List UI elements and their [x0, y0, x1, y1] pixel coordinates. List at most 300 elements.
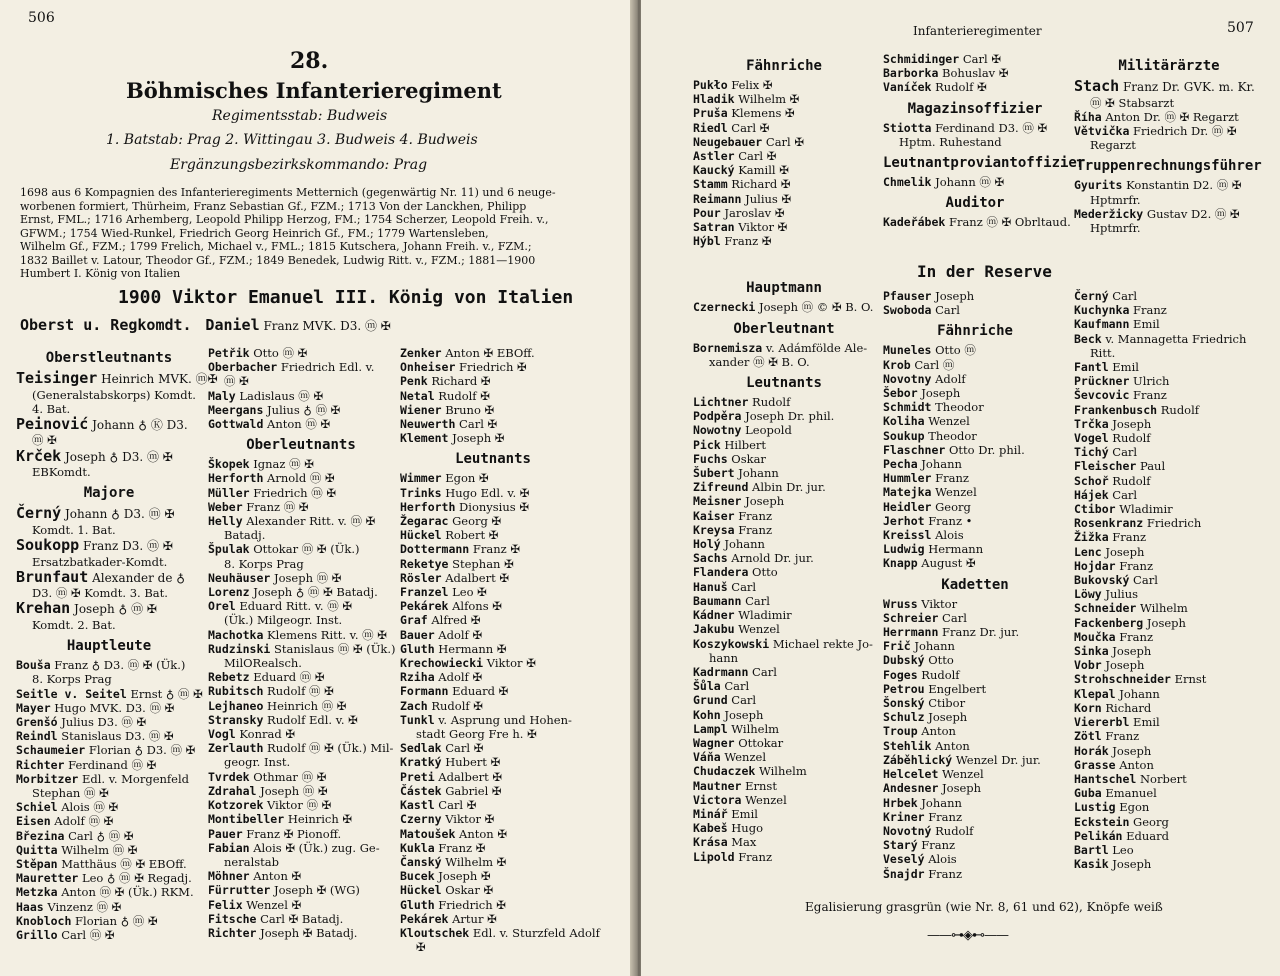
entry-surname: Mauretter: [16, 871, 79, 886]
entry-details: Joseph: [942, 781, 982, 796]
entry-surname: Swoboda: [883, 303, 932, 318]
entry-details: Carl: [935, 303, 960, 318]
entry-surname: Říha: [1074, 109, 1102, 124]
roster-entry: [208, 926, 394, 940]
roster-entry: [693, 234, 875, 248]
entry-surname: Zerlauth: [208, 741, 264, 756]
entry-details: Joseph: [1105, 658, 1145, 673]
roster-entry: [16, 416, 202, 434]
roster-entry: [400, 798, 586, 812]
entry-details: Franz: [928, 809, 963, 824]
entry-surname: Fuchs: [693, 451, 728, 466]
entry-details: Gabriel ✠: [445, 783, 502, 798]
entry-details: Alfons ✠: [452, 599, 502, 614]
roster-entry: [693, 580, 875, 594]
entry-details: Richard: [1105, 700, 1152, 715]
entry-surname: Březina: [16, 828, 65, 843]
entry-surname: Schmidt: [883, 400, 932, 415]
roster-entry: [400, 656, 586, 670]
entry-details: Stanislaus ⓜ ✠ (Ük.): [273, 641, 396, 656]
roster-entry: [883, 485, 1067, 499]
roster-entry: [1074, 374, 1264, 388]
roster-entry: [208, 528, 394, 542]
entry-details: Franz: [738, 849, 773, 864]
roster-entry: [1074, 658, 1264, 672]
entry-surname: Stamm: [693, 177, 728, 192]
entry-surname: Netal: [400, 388, 435, 403]
entry-details: Konrad ✠: [239, 727, 295, 742]
entry-surname: Lejhaneo: [208, 698, 264, 713]
entry-details: Franz: [1119, 629, 1154, 644]
entry-continuation: xander ⓜ ✠ B. O.: [709, 354, 810, 369]
entry-continuation: Regarzt: [1090, 138, 1136, 153]
roster-entry: [693, 78, 875, 92]
entry-details: Emil: [1112, 360, 1139, 375]
entry-details: Konstantin D2. ⓜ ✠: [1126, 178, 1242, 193]
entry-surname: Weber: [208, 499, 243, 514]
roster-entry: [693, 608, 875, 622]
entry-surname: Stransky: [208, 712, 264, 727]
roster-entry: [16, 914, 202, 928]
roster-entry: [16, 388, 202, 402]
entry-details: Wenzel: [942, 767, 984, 782]
entry-details: v. Asprung und Hohen-: [438, 712, 572, 727]
oberst-label: Oberst u. Regkomdt.: [20, 316, 192, 334]
entry-details: Carl ♁ ⓜ ✠: [68, 828, 134, 843]
entry-details: Wenzel: [738, 622, 780, 637]
entry-details: Carl: [731, 579, 757, 594]
entry-surname: Krček: [16, 446, 62, 465]
ergaenzung-line: Ergänzungsbezirkskommando: Prag: [170, 157, 428, 173]
roster-entry: [208, 542, 394, 556]
entry-details: Carl ⓜ: [914, 357, 955, 372]
entry-surname: Montibeller: [208, 812, 285, 827]
roster-entry: [693, 835, 875, 849]
roster-entry: [16, 586, 202, 600]
roster-entry: [883, 52, 1067, 66]
entry-details: Hugo MVK. D3. ⓜ ✠: [54, 700, 175, 715]
entry-surname: Stach: [1074, 77, 1120, 95]
entry-surname: Tichý: [1074, 445, 1109, 460]
roster-entry: [693, 665, 875, 679]
entry-details: Georg: [1133, 814, 1169, 829]
entry-surname: Bauer: [400, 627, 435, 642]
roster-entry: [693, 135, 875, 149]
entry-surname: Stehlik: [883, 738, 932, 753]
entry-surname: Seitle v. Seitel: [16, 686, 127, 701]
roster-entry: [693, 537, 875, 551]
entry-details: Franz: [738, 508, 773, 523]
roster-entry: [1074, 573, 1264, 587]
roster-entry: [1074, 630, 1264, 644]
roster-entry: [400, 585, 586, 599]
roster-entry: [1074, 601, 1264, 615]
entry-details: Egon: [1119, 800, 1150, 815]
entry-surname: Knapp: [883, 556, 918, 571]
roster-entry: [1074, 193, 1264, 207]
entry-details: Otto Dr. phil.: [948, 442, 1025, 457]
roster-entry: [400, 713, 586, 727]
roster-entry: [1074, 417, 1264, 431]
roster-entry: [400, 684, 586, 698]
entry-details: Carl: [1112, 487, 1138, 502]
entry-details: Emil: [1133, 715, 1160, 730]
ornament-rule: ——⊶◈⊷——: [927, 928, 1008, 943]
entry-details: Eduard ⓜ ✠: [253, 670, 325, 685]
roster-entry: [883, 781, 1067, 795]
entry-details: Eduard ✠: [452, 684, 509, 699]
batstab-line: 1. Batstab: Prag 2. Wittingau 3. Budweis 4. Budweis: [106, 132, 478, 148]
entry-surname: Kabeš: [693, 821, 728, 836]
roster-entry: [693, 206, 875, 220]
entry-details: Rudolf Edl. v. ✠: [267, 712, 358, 727]
roster-entry: [400, 841, 586, 855]
entry-surname: Grillo: [16, 927, 58, 942]
entry-surname: Grasse: [1074, 757, 1116, 772]
roster-entry: [16, 569, 202, 587]
entry-surname: Černý: [1074, 289, 1109, 303]
entry-surname: Kadrmann: [693, 664, 749, 679]
entry-surname: Tvrdek: [208, 769, 250, 784]
roster-entry: [693, 423, 875, 437]
entry-surname: Kadeřábek: [883, 215, 946, 230]
roster-entry: [16, 814, 202, 828]
entry-surname: Krob: [883, 357, 911, 372]
entry-surname: Frankenbusch: [1074, 402, 1158, 417]
entry-details: Hermann: [928, 542, 984, 557]
entry-continuation: 8. Korps Prag: [224, 556, 304, 571]
roster-entry: [208, 755, 394, 769]
entry-details: Rudolf: [1112, 431, 1151, 446]
entry-surname: Preti: [400, 769, 435, 784]
roster-entry: [16, 857, 202, 871]
entry-details: Joseph: [1112, 857, 1152, 872]
entry-surname: Horák: [1074, 743, 1109, 758]
roster-entry: [693, 106, 875, 120]
entry-details: Othmar ⓜ ✠: [253, 769, 327, 784]
entry-surname: Reindl: [16, 729, 58, 744]
entry-surname: Knobloch: [16, 913, 72, 928]
entry-details: Johann: [921, 795, 962, 810]
roster-entry: [208, 898, 394, 912]
entry-details: Rudolf: [921, 667, 960, 682]
roster-entry: [1074, 701, 1264, 715]
entry-surname: Kratký: [400, 755, 442, 770]
regiment-number: 28.: [290, 48, 329, 74]
roster-entry: [883, 796, 1067, 810]
entry-surname: Lichtner: [693, 395, 749, 410]
entry-surname: Rubitsch: [208, 684, 264, 699]
roster-entry: [1074, 758, 1264, 772]
entry-details: Viktor ✠: [738, 220, 788, 235]
roster-entry: [16, 402, 202, 416]
entry-details: Johann: [921, 457, 962, 472]
entry-surname: Škopek: [208, 457, 250, 472]
entry-details: Ulrich: [1133, 374, 1170, 389]
entry-details: August ✠: [921, 556, 976, 571]
roster-entry: [1074, 360, 1264, 374]
entry-details: Kamill ✠: [738, 163, 789, 178]
roster-entry: [1074, 644, 1264, 658]
entry-surname: Bornemisza: [693, 340, 763, 355]
roster-entry: [400, 360, 586, 374]
roster-entry: [693, 821, 875, 835]
roster-entry: [16, 928, 202, 942]
entry-details: Alexander de ♁: [92, 570, 186, 585]
roster-entry: [1074, 545, 1264, 559]
roster-entry: [400, 741, 586, 755]
entry-continuation: ⓜ ✠ Stabsarzt: [1090, 95, 1175, 110]
roster-entry: [1074, 587, 1264, 601]
entry-surname: Šůla: [693, 679, 721, 694]
entry-surname: Kaucký: [693, 163, 735, 178]
entry-details: Egon ✠: [445, 471, 489, 486]
entry-surname: Brunfaut: [16, 567, 89, 586]
roster-entry: [883, 710, 1067, 724]
rank-heading: Kadetten: [941, 576, 1009, 593]
roster-entry: [693, 807, 875, 821]
entry-surname: Hojdar: [1074, 558, 1116, 573]
entry-details: Anton ⓜ ✠ (Ük.) RKM.: [61, 885, 194, 900]
entry-surname: Helcelet: [883, 767, 939, 782]
entry-details: Heinrich MVK. ⓜ✠: [101, 372, 218, 386]
entry-surname: Prückner: [1074, 374, 1130, 389]
entry-details: Friedrich Edl. v.: [280, 360, 375, 375]
entry-surname: Lorenz: [208, 585, 250, 600]
entry-details: Anton ✠: [253, 869, 302, 884]
entry-surname: Hückel: [400, 528, 442, 543]
entry-details: Rudolf ✠: [438, 388, 490, 403]
roster-entry: [1074, 715, 1264, 729]
roster-entry: [1074, 388, 1264, 402]
roster-entry: [693, 693, 875, 707]
entry-details: Joseph ⓜ ✠: [260, 783, 328, 798]
roster-entry: [693, 736, 875, 750]
roster-entry: [208, 912, 394, 926]
roster-entry: [693, 523, 875, 537]
entry-details: Franz: [1119, 558, 1154, 573]
roster-entry: [400, 912, 586, 926]
entry-details: Stanislaus D3. ⓜ ✠: [61, 729, 174, 744]
entry-surname: Barborka: [883, 66, 939, 81]
roster-entry: [208, 727, 394, 741]
rank-heading: Magazinsoffizier: [907, 100, 1043, 117]
roster-entry: [400, 855, 586, 869]
entry-surname: Meergans: [208, 402, 264, 417]
entry-details: Rudolf ✠: [431, 698, 483, 713]
entry-details: Carl: [752, 664, 777, 679]
roster-entry: [883, 66, 1067, 80]
entry-details: Carl ✠ Batadj.: [260, 911, 344, 926]
rank-heading: Leutnants: [746, 375, 822, 392]
rank-heading: Oberstleutnants: [45, 350, 173, 366]
entry-details: Alois ⓜ ✠: [61, 800, 119, 815]
roster-entry: [1074, 474, 1264, 488]
entry-surname: Stěpan: [16, 856, 58, 871]
entry-details: Florian ♁ ⓜ ✠: [75, 913, 158, 928]
entry-surname: Strohschneider: [1074, 672, 1171, 687]
roster-entry: [400, 642, 586, 656]
entry-details: Wenzel: [928, 414, 970, 429]
section-gap: [693, 248, 875, 274]
entry-details: Emil: [1133, 317, 1160, 332]
entry-surname: Klepal: [1074, 686, 1116, 701]
entry-details: Viktor ⓜ ✠: [267, 798, 332, 813]
rank-heading: Leutnantproviantoffizier: [883, 155, 1086, 172]
roster-entry: [400, 898, 586, 912]
entry-details: Franz Dr. GVK. m. Kr.: [1122, 80, 1255, 94]
entry-surname: Kloutschek: [400, 925, 470, 940]
entry-surname: Chudaczek: [693, 764, 756, 779]
entry-details: Joseph: [1112, 743, 1152, 758]
roster-entry: [208, 571, 394, 585]
entry-surname: Koliha: [883, 414, 925, 429]
roster-entry: [16, 672, 202, 686]
entry-surname: Hantschel: [1074, 771, 1137, 786]
entry-details: Friedrich ⓜ ✠: [253, 485, 336, 500]
entry-continuation: ⓜ ✠: [32, 433, 57, 448]
entry-surname: Starý: [883, 838, 918, 853]
roster-entry: [883, 810, 1067, 824]
roster-entry: [16, 465, 202, 479]
roster-entry: [400, 514, 586, 528]
entry-surname: Žegarac: [400, 514, 449, 529]
roster-entry: [693, 722, 875, 736]
entry-surname: Heidler: [883, 499, 932, 514]
entry-details: Georg ✠: [452, 514, 502, 529]
roster-entry: [400, 346, 586, 360]
entry-details: Alexander Ritt. v. ⓜ ✠: [246, 514, 376, 529]
entry-details: Franz: [1133, 388, 1167, 403]
entry-details: Vinzenz ⓜ ✠: [47, 899, 122, 914]
roster-entry: [16, 885, 202, 899]
entry-surname: Vogl: [208, 727, 236, 742]
entry-surname: Andesner: [883, 781, 939, 796]
rank-heading: Auditor: [945, 195, 1005, 212]
roster-entry: [883, 682, 1067, 696]
entry-surname: Soukopp: [16, 536, 80, 555]
entry-surname: Koszykowski: [693, 636, 770, 651]
roster-entry: [883, 597, 1067, 611]
entry-details: Adalbert ✠: [445, 570, 509, 585]
history-paragraph: [20, 186, 586, 281]
entry-surname: Šebor: [883, 386, 918, 401]
entry-details: Hugo Edl. v. ✠: [445, 485, 530, 500]
entry-surname: Pekárek: [400, 599, 449, 614]
entry-details: Franz •: [928, 513, 973, 528]
entry-continuation: Hptm. Ruhestand: [899, 134, 1002, 149]
entry-details: Rudolf ⓜ ✠ (Ük.) Mil-: [267, 741, 394, 756]
entry-details: Leo: [1112, 842, 1134, 857]
entry-surname: Schiel: [16, 800, 58, 815]
entry-surname: Trčka: [1074, 416, 1109, 431]
entry-surname: Částek: [400, 783, 442, 798]
entry-details: Alois ✠ (Ük.) zug. Ge-: [253, 840, 380, 855]
roster-entry: [208, 713, 394, 727]
entry-continuation: 4. Bat.: [32, 401, 71, 416]
roster-entry: [693, 409, 875, 423]
entry-details: Oskar ✠: [445, 883, 494, 898]
roster-entry: [693, 220, 875, 234]
entry-details: Ernst: [745, 778, 777, 793]
entry-details: Stephan ✠: [452, 556, 514, 571]
entry-surname: Pauer: [208, 826, 243, 841]
entry-details: Theodor: [935, 400, 984, 415]
entry-surname: Pour: [693, 205, 721, 220]
entry-surname: Špulak: [208, 542, 250, 557]
roster-entry: [1074, 317, 1264, 331]
entry-surname: Petřik: [208, 346, 250, 360]
entry-surname: Herrmann: [883, 625, 939, 640]
roster-entry: [400, 940, 586, 954]
roster-entry: [883, 386, 1067, 400]
entry-surname: Schulz: [883, 710, 925, 725]
entry-details: Arnold Dr. jur.: [731, 551, 814, 566]
entry-surname: Flandera: [693, 565, 749, 580]
entry-details: Alfred ✠: [431, 613, 481, 628]
roster-entry: [1074, 772, 1264, 786]
entry-details: Otto: [928, 653, 954, 668]
roster-entry: [400, 486, 586, 500]
entry-surname: Haas: [16, 899, 44, 914]
roster-entry: [16, 843, 202, 857]
entry-surname: Zdrahal: [208, 783, 257, 798]
entry-surname: Schoř: [1074, 473, 1109, 488]
entry-details: Heinrich ⓜ ✠: [267, 698, 347, 713]
entry-surname: Rebetz: [208, 670, 250, 685]
entry-details: Franz ✠: [472, 542, 520, 557]
entry-details: Adolf ✠: [438, 670, 483, 685]
roster-entry: [883, 838, 1067, 852]
entry-surname: Kukla: [400, 840, 435, 855]
entry-surname: Gluth: [400, 641, 435, 656]
entry-surname: Schaumeier: [16, 743, 86, 758]
entry-details: Carl: [1112, 289, 1138, 303]
entry-surname: Reimann: [693, 191, 742, 206]
roster-entry: [693, 750, 875, 764]
roster-entry: [208, 841, 394, 855]
entry-surname: Maly: [208, 388, 236, 403]
roster-entry: [400, 770, 586, 784]
roster-entry: [693, 679, 875, 693]
entry-surname: Šonský: [883, 696, 925, 711]
entry-details: Wladimir: [738, 608, 792, 623]
roster-entry: [16, 433, 202, 447]
entry-details: Carl: [731, 693, 757, 708]
entry-details: Edl. v. Morgenfeld: [81, 771, 190, 786]
entry-continuation: 8. Korps Prag: [32, 672, 112, 687]
entry-details: Ottokar: [738, 735, 784, 750]
entry-details: Arnold ⓜ ✠: [267, 471, 335, 486]
roster-entry: [400, 628, 586, 642]
roster-entry: [208, 656, 394, 670]
roster-entry: [883, 724, 1067, 738]
entry-details: Rudolf: [1112, 473, 1151, 488]
entry-surname: Czernecki: [693, 300, 756, 315]
entry-surname: Onheiser: [400, 360, 456, 375]
entry-details: Otto ⓜ: [935, 343, 976, 358]
roster-entry: [1074, 488, 1264, 502]
roster-entry: [883, 528, 1067, 542]
roster-entry: [1074, 786, 1264, 800]
entry-surname: Quitta: [16, 842, 58, 857]
entry-surname: Troup: [883, 724, 918, 739]
roster-entry: [883, 289, 1067, 303]
entry-details: v. Mannagetta Friedrich: [1105, 331, 1247, 346]
entry-surname: Schreier: [883, 610, 939, 625]
roster-entry: [208, 741, 394, 755]
entry-surname: Hückel: [400, 883, 442, 898]
